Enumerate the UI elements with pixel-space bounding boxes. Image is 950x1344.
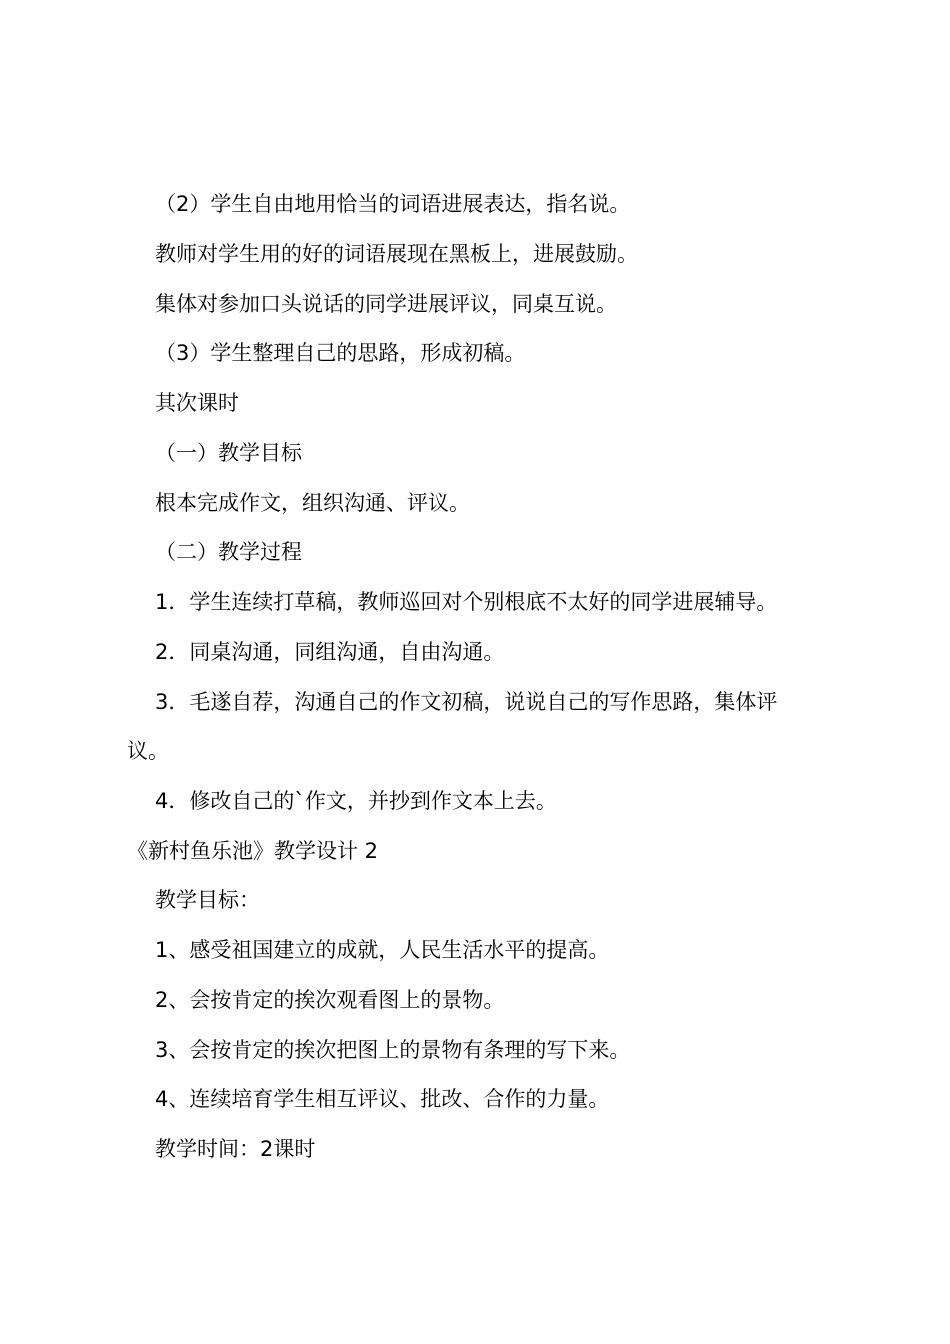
process-item-3-continued: 议。 <box>127 739 169 763</box>
subheading-teaching-process: （二）教学过程 <box>155 540 302 564</box>
process-item-2: 2．同桌沟通，同组沟通，自由沟通。 <box>155 640 505 664</box>
teaching-time: 教学时间：2课时 <box>155 1137 316 1161</box>
goal-item-2: 2、会按肯定的挨次观看图上的景物。 <box>155 988 505 1012</box>
paragraph-goal-text: 根本完成作文，组织沟通、评议。 <box>155 491 470 515</box>
document-title-design-2: 《新村鱼乐池》教学设计 2 <box>127 839 379 863</box>
paragraph-group-review: 集体对参加口头说话的同学进展评议，同桌互说。 <box>155 292 617 316</box>
process-item-1: 1．学生连续打草稿，教师巡回对个别根底不太好的同学进展辅导。 <box>155 590 778 614</box>
goal-item-3: 3、会按肯定的挨次把图上的景物有条理的写下来。 <box>155 1038 631 1062</box>
subheading-teaching-goals: （一）教学目标 <box>155 441 302 465</box>
paragraph-step-2: （2）学生自由地用恰当的词语进展表达，指名说。 <box>155 192 631 216</box>
subheading-goals-2: 教学目标： <box>155 888 260 912</box>
paragraph-step-3: （3）学生整理自己的思路，形成初稿。 <box>155 341 526 365</box>
goal-item-1: 1、感受祖国建立的成就，人民生活水平的提高。 <box>155 938 610 962</box>
section-heading-second-lesson: 其次课时 <box>155 391 239 415</box>
paragraph-teacher-praise: 教师对学生用的好的词语展现在黑板上，进展鼓励。 <box>155 242 638 266</box>
process-item-3: 3．毛遂自荐，沟通自己的作文初稿，说说自己的写作思路，集体评 <box>155 690 778 714</box>
goal-item-4: 4、连续培育学生相互评议、批改、合作的力量。 <box>155 1087 610 1111</box>
process-item-4: 4．修改自己的`作文，并抄到作文本上去。 <box>155 789 557 813</box>
